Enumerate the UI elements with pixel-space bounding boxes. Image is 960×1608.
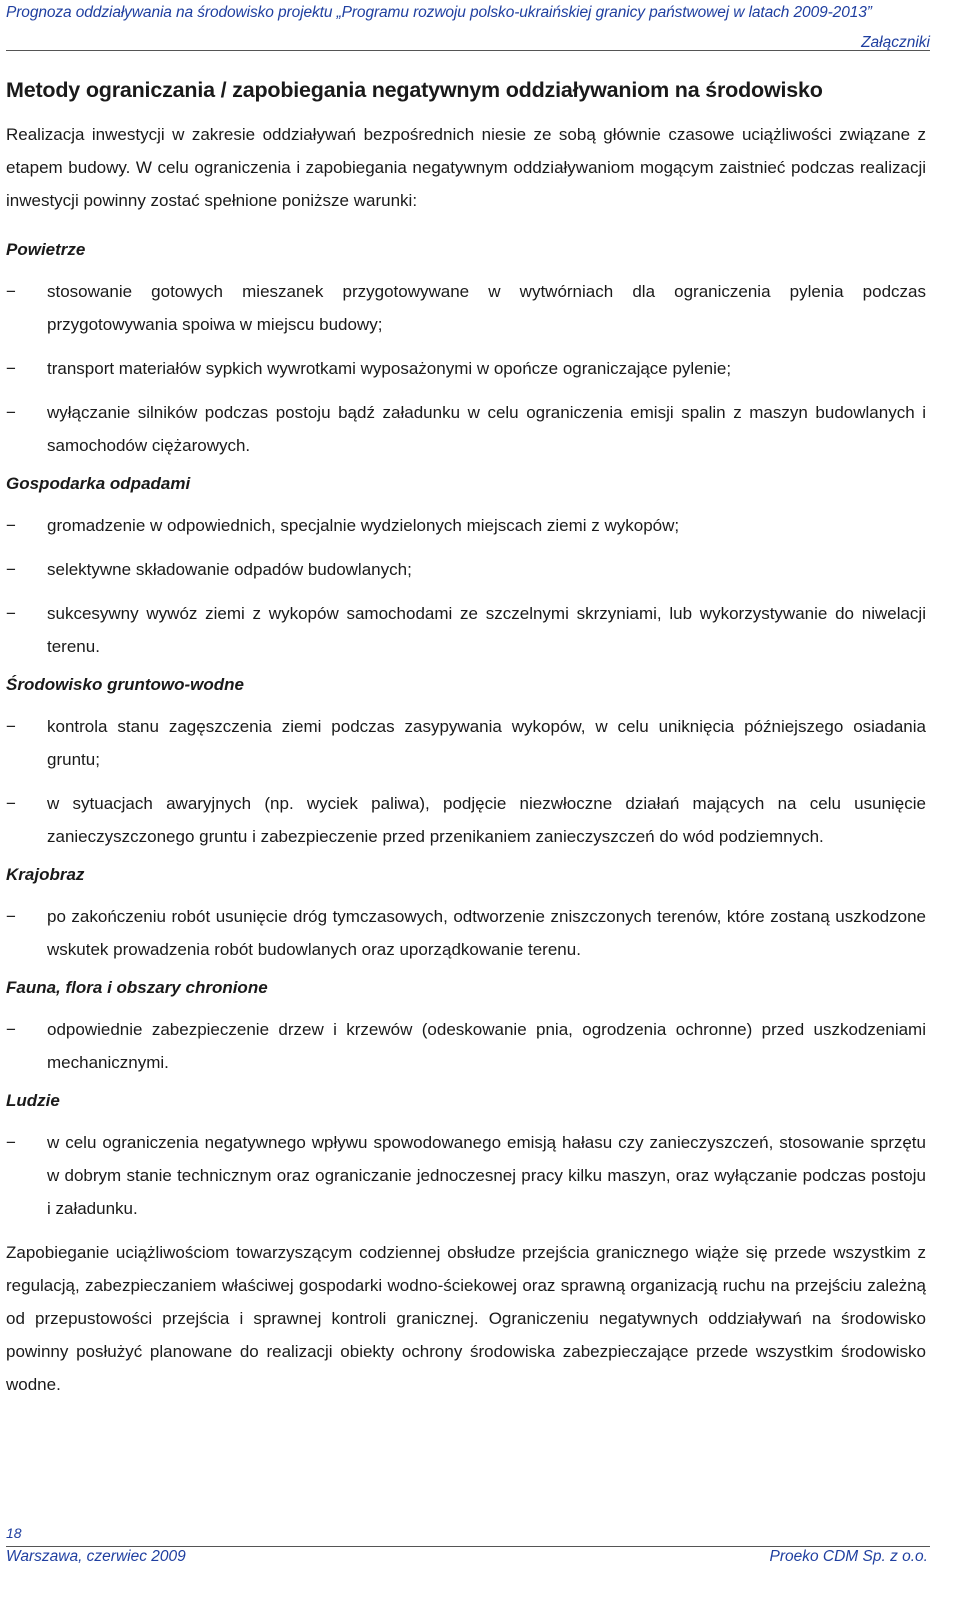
footer-place-date: Warszawa, czerwiec 2009 xyxy=(6,1548,186,1565)
section-heading: Ludzie xyxy=(6,1091,60,1110)
intro-paragraph: Realizacja inwestycji w zakresie oddziaływań bezpośrednich niesie ze sobą głównie czasowe uciążliwości związane z etapem budowy. W celu ograniczenia i zapobiegania negatywnym oddziaływaniom mogącym zaistnieć podczas realizacji inwestycji powinny zostać spełnione poniższe warunki: xyxy=(6,125,926,210)
list-item-text: kontrola stanu zagęszczenia ziemi podczas zasypywania wykopów, w celu uniknięcia późniejszego osiadania gruntu; xyxy=(47,717,926,769)
bullet-list xyxy=(6,275,926,462)
bullet-list xyxy=(6,1126,926,1225)
list-item-text: wyłączanie silników podczas postoju bądź załadunku w celu ograniczenia emisji spalin z maszyn budowlanych i samochodów ciężarowych. xyxy=(47,403,926,455)
list-item xyxy=(6,275,926,341)
list-item xyxy=(6,1013,926,1079)
list-item-text: w sytuacjach awaryjnych (np. wyciek paliwa), podjęcie niezwłoczne działań mających na celu usunięcie zanieczyszczonego gruntu i zabezpieczenie przed przenikaniem zanieczyszczeń do wód podziemnych. xyxy=(47,794,926,846)
list-item-text: odpowiednie zabezpieczenie drzew i krzewów (odeskowanie pnia, ogrodzenia ochronne) przed uszkodzeniami mechanicznymi. xyxy=(47,1020,926,1072)
dash-bullet-icon: − xyxy=(6,907,16,926)
header-divider xyxy=(6,50,930,51)
dash-bullet-icon: − xyxy=(6,516,16,535)
bullet-list xyxy=(6,509,926,663)
page-content xyxy=(6,76,926,1401)
list-item xyxy=(6,787,926,853)
page-number: 18 xyxy=(6,1525,22,1541)
dash-bullet-icon: − xyxy=(6,359,16,378)
footer-divider xyxy=(6,1546,930,1547)
list-item xyxy=(6,597,926,663)
dash-bullet-icon: − xyxy=(6,1133,16,1152)
dash-bullet-icon: − xyxy=(6,560,16,579)
page-heading: Metody ograniczania / zapobiegania negatywnym oddziaływaniom na środowisko xyxy=(6,78,823,102)
dash-bullet-icon: − xyxy=(6,794,16,813)
list-item-text: sukcesywny wywóz ziemi z wykopów samochodami ze szczelnymi skrzyniami, lub wykorzystywanie do niwelacji terenu. xyxy=(47,604,926,656)
bullet-list xyxy=(6,710,926,853)
dash-bullet-icon: − xyxy=(6,604,16,623)
section-heading: Gospodarka odpadami xyxy=(6,474,191,493)
document-title: Prognoza oddziaływania na środowisko projektu „Programu rozwoju polsko-ukraińskiej granicy państwowej w latach 2009-2013” xyxy=(6,4,872,21)
list-item xyxy=(6,352,926,385)
list-item-text: po zakończeniu robót usunięcie dróg tymczasowych, odtworzenie zniszczonych terenów, które zostaną uszkodzone wskutek prowadzenia robót budowlanych oraz uporządkowanie terenu. xyxy=(47,907,926,959)
dash-bullet-icon: − xyxy=(6,403,16,422)
list-item xyxy=(6,553,926,586)
closing-paragraph: Zapobieganie uciążliwościom towarzyszącym codziennej obsłudze przejścia granicznego wiąże się przede wszystkim z regulacją, zabezpieczaniem właściwej gospodarki wodno-ściekowej oraz sprawną organizacją ruchu na przejściu zależną od przepustowości przejścia i sprawnej kontroli granicznej. Ograniczeniu negatywnych oddziaływań na środowisko powinny posłużyć planowane do realizacji obiekty ochrony środowiska zabezpieczające przede wszystkim środowisko wodne. xyxy=(6,1243,926,1394)
dash-bullet-icon: − xyxy=(6,717,16,736)
section-heading: Fauna, flora i obszary chronione xyxy=(6,978,268,997)
list-item-text: transport materiałów sypkich wywrotkami wyposażonymi w opończe ograniczające pylenie; xyxy=(47,359,732,378)
bullet-list xyxy=(6,900,926,966)
list-item-text: selektywne składowanie odpadów budowlanych; xyxy=(47,560,412,579)
page-header xyxy=(6,4,930,52)
list-item-text: gromadzenie w odpowiednich, specjalnie wydzielonych miejscach ziemi z wykopów; xyxy=(47,516,680,535)
list-item-text: w celu ograniczenia negatywnego wpływu spowodowanego emisją hałasu czy zanieczyszczeń, stosowanie sprzętu w dobrym stanie technicznym oraz ograniczanie jednoczesnej pracy kilku maszyn, oraz wyłączanie podczas postoju i załadunku. xyxy=(47,1133,926,1218)
footer-company: Proeko CDM Sp. z o.o. xyxy=(769,1548,928,1565)
section-heading: Środowisko gruntowo-wodne xyxy=(6,675,244,694)
list-item xyxy=(6,900,926,966)
list-item xyxy=(6,509,926,542)
section-heading: Krajobraz xyxy=(6,865,85,884)
bullet-list xyxy=(6,1013,926,1079)
sections-container xyxy=(6,239,926,1225)
dash-bullet-icon: − xyxy=(6,282,16,301)
list-item xyxy=(6,710,926,776)
list-item xyxy=(6,1126,926,1225)
dash-bullet-icon: − xyxy=(6,1020,16,1039)
list-item-text: stosowanie gotowych mieszanek przygotowywane w wytwórniach dla ograniczenia pylenia podczas przygotowywania spoiwa w miejscu budowy; xyxy=(47,282,926,334)
list-item xyxy=(6,396,926,462)
section-label: Załączniki xyxy=(861,34,930,51)
section-heading: Powietrze xyxy=(6,240,86,259)
